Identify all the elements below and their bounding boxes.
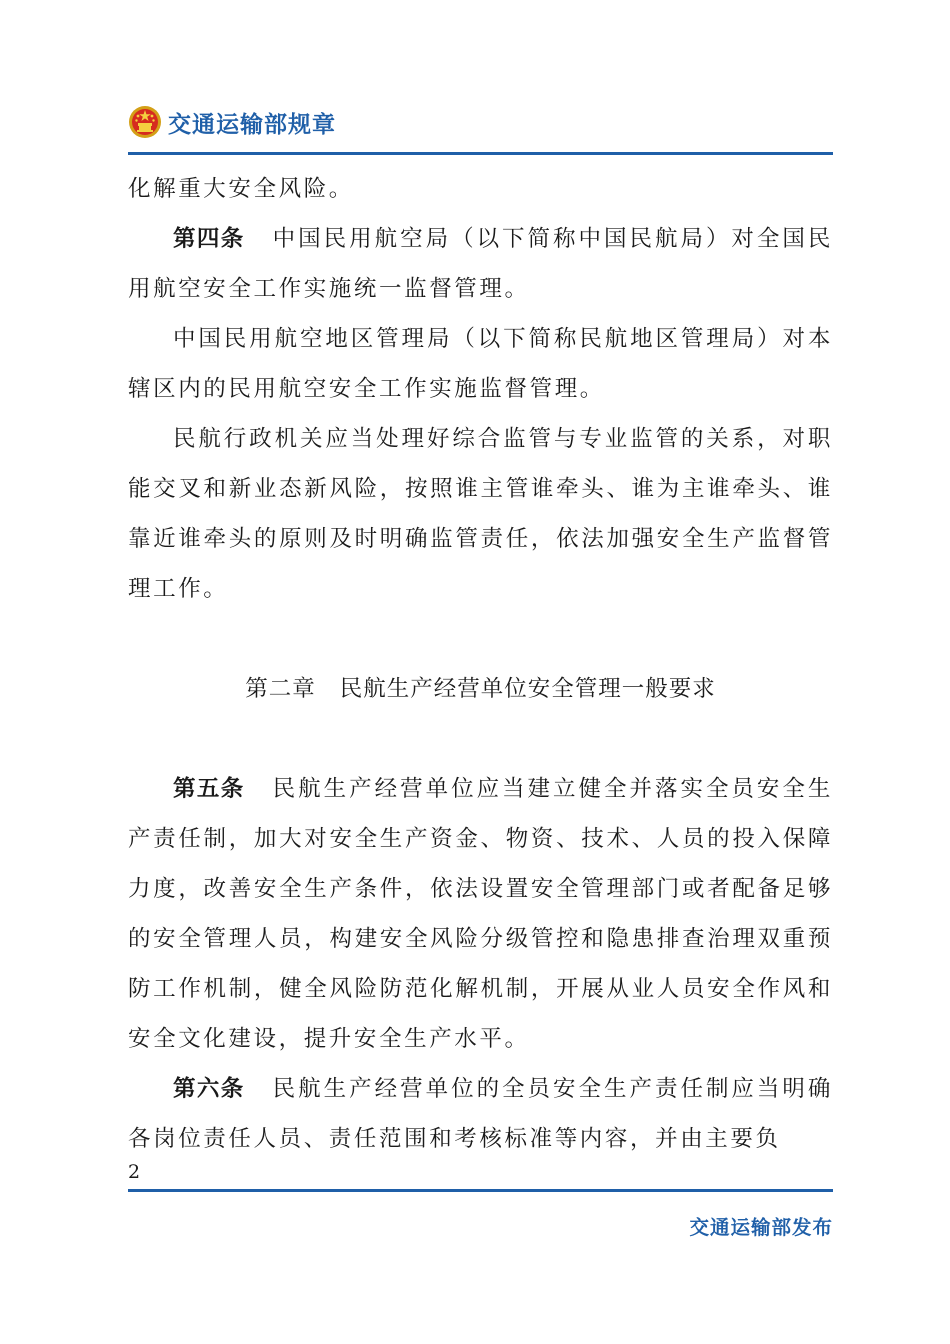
- article-5: [128, 764, 833, 1064]
- article-4: [128, 214, 833, 314]
- paragraph-continuation: 化解重大安全风险。: [128, 176, 354, 202]
- header-divider: [128, 152, 833, 155]
- chapter-heading: [128, 664, 833, 714]
- article-6-text: 民航生产经营单位的全员安全生产责任制应当明确各岗位责任人员、责任范围和考核标准等内容，并由主要负: [128, 1076, 833, 1152]
- article-6-label: 第六条: [173, 1076, 245, 1102]
- article-4-paragraph-2: 中国民用航空地区管理局（以下简称民航地区管理局）对本辖区内的民用航空安全工作实施监督管理。: [128, 326, 833, 402]
- national-emblem-icon: [128, 105, 162, 139]
- article-6: [128, 1064, 833, 1164]
- chapter-number: 第二章: [245, 676, 316, 702]
- footer-divider: [128, 1189, 833, 1192]
- article-5-text: 民航生产经营单位应当建立健全并落实全员安全生产责任制，加大对安全生产资金、物资、技术、人员的投入保障力度，改善安全生产条件，依法设置安全管理部门或者配备足够的安全管理人员，构建安全风险分级管控和隐患排查治理双重预防工作机制，健全风险防范化解机制，开展从业人员安全作风和安全文化建设，提升安全生产水平。: [128, 776, 833, 1052]
- page-number: 2: [128, 1161, 141, 1183]
- page-header: [128, 100, 336, 144]
- document-body: [128, 164, 833, 1164]
- article-4-paragraph-3: 民航行政机关应当处理好综合监管与专业监管的关系，对职能交叉和新业态新风险，按照谁主管谁牵头、谁为主谁牵头、谁靠近谁牵头的原则及时明确监管责任，依法加强安全生产监督管理工作。: [128, 426, 833, 602]
- article-4-text: 中国民用航空局（以下简称中国民航局）对全国民用航空安全工作实施统一监督管理。: [128, 226, 833, 302]
- chapter-title: 民航生产经营单位安全管理一般要求: [339, 676, 716, 702]
- article-4-label: 第四条: [173, 226, 245, 252]
- footer-publisher: 交通运输部发布: [689, 1216, 833, 1239]
- header-title: 交通运输部规章: [168, 111, 336, 138]
- article-5-label: 第五条: [173, 776, 245, 802]
